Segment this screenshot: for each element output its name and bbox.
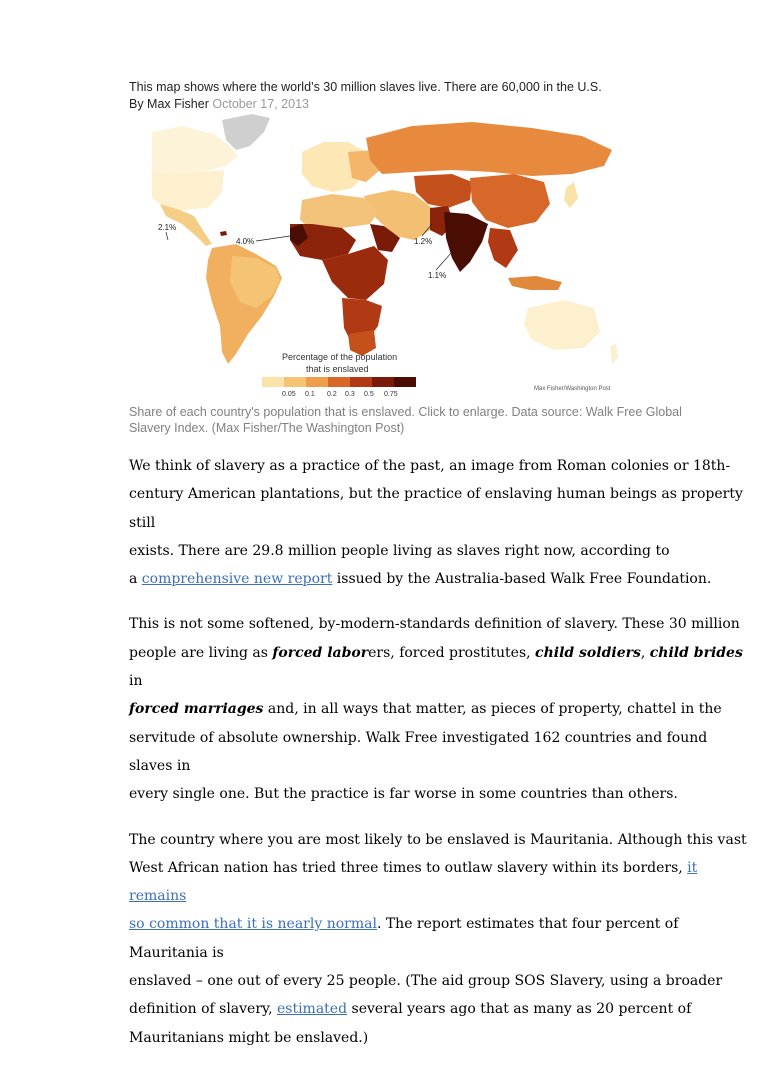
- callout-haiti-value: 2.1%: [158, 223, 177, 232]
- p1-text-b: century American plantations, but the practice of enslaving human beings as property still: [129, 486, 743, 531]
- p3-text-c: . The report estimates that four percent of Mauritania is: [129, 916, 679, 961]
- haiti-shape: [220, 231, 227, 236]
- p3-text-a: The country where you are most likely to be enslaved is Mauritania. Although this vast: [129, 831, 747, 848]
- callout-india-value: 1.1%: [428, 271, 447, 280]
- paragraph-3: [129, 826, 749, 1052]
- child-soldiers-emphasis: child soldiers: [535, 644, 641, 661]
- map-caption: [129, 404, 739, 436]
- p1-text-c: exists. There are 29.8 million people living as slaves right now, according to: [129, 542, 670, 559]
- legend-tick-1: 0.1: [305, 391, 315, 398]
- legend-tick-2: 0.2: [327, 391, 337, 398]
- byline[interactable]: By Max Fisher: [129, 97, 209, 111]
- p2-text-b3: ,: [640, 644, 650, 661]
- caption-line-1: Share of each country's population that is enslaved. Click to enlarge. Data source: Walk Free Global: [129, 405, 682, 419]
- article-header: [129, 79, 729, 113]
- legend-title-line1: Percentage of the population: [282, 352, 398, 362]
- publish-date: October 17, 2013: [212, 97, 309, 111]
- p1-text-d-pre: a: [129, 571, 142, 588]
- legend-tick-4: 0.5: [364, 391, 374, 398]
- russia-shape: [366, 122, 612, 176]
- callout-pakistan-value: 1.2%: [414, 237, 433, 246]
- legend-tick-3: 0.3: [345, 391, 355, 398]
- map-svg: [152, 112, 630, 400]
- article-body: [129, 452, 749, 1069]
- p2-text-a: This is not some softened, by-modern-standards definition of slavery. These 30 million: [129, 616, 740, 633]
- p3-text-f: Mauritanians might be enslaved.): [129, 1029, 369, 1046]
- p2-text-c: and, in all ways that matter, as pieces of property, chattel in the: [263, 701, 722, 718]
- legend-swatch: [306, 377, 328, 387]
- headline: This map shows where the world’s 30 million slaves live. There are 60,000 in the U.S.: [129, 80, 602, 94]
- callout-mauritania-line: [256, 236, 290, 241]
- legend-swatches: [262, 377, 416, 387]
- callout-india-line: [436, 252, 452, 270]
- p1-text-a: We think of slavery as a practice of the past, an image from Roman colonies or 18th-: [129, 458, 731, 474]
- legend-swatch: [284, 377, 306, 387]
- legend-swatch: [350, 377, 372, 387]
- legend-title-line2: that is enslaved: [306, 364, 369, 374]
- callout-mauritania-value: 4.0%: [236, 237, 255, 246]
- forced-marriages-emphasis: forced marriages: [129, 701, 264, 718]
- p3-text-e1: definition of slavery,: [129, 1001, 277, 1018]
- p2-text-b2: ers, forced prostitutes,: [368, 644, 536, 661]
- china-shape: [470, 174, 550, 228]
- legend-swatch: [394, 377, 416, 387]
- child-brides-emphasis: child brides: [649, 644, 743, 661]
- byline-row: [129, 96, 729, 113]
- india-shape: [444, 212, 488, 272]
- usa-shape: [152, 170, 224, 210]
- southeast-asia-shape: [488, 228, 518, 268]
- estimated-link[interactable]: estimated: [276, 1001, 348, 1018]
- p1-text-d-post: issued by the Australia-based Walk Free Foundation.: [332, 571, 712, 588]
- greenland-shape: [222, 114, 270, 150]
- p2-text-e: every single one. But the practice is far worse in some countries than others.: [129, 786, 678, 803]
- p2-text-b4: in: [129, 673, 143, 690]
- remains-common-link-part2[interactable]: so common that it is nearly normal: [129, 916, 377, 933]
- forced-labor-emphasis: forced labor: [272, 644, 369, 661]
- paragraph-2: [129, 610, 749, 808]
- callout-haiti-line: [166, 232, 168, 240]
- australia-shape: [524, 300, 600, 350]
- p3-text-e2: several years ago that as many as 20 percent of: [347, 1001, 692, 1018]
- paragraph-1: [129, 452, 749, 593]
- p2-text-d: servitude of absolute ownership. Walk Free investigated 162 countries and found slaves in: [129, 729, 708, 774]
- legend-tick-0: 0.05: [282, 391, 296, 398]
- remains-common-link-part1[interactable]: it remains: [129, 859, 698, 905]
- p2-text-b1: people are living as: [129, 644, 273, 661]
- p3-text-b: West African nation has tried three times to outlaw slavery within its borders,: [129, 859, 688, 876]
- caption-line-2: Slavery Index. (Max Fisher/The Washington Post): [129, 421, 405, 435]
- indonesia-shape: [508, 276, 562, 290]
- new-zealand-shape: [610, 344, 618, 364]
- slavery-world-map[interactable]: [152, 112, 630, 400]
- map-credit: Max Fisher/Washington Post: [534, 386, 611, 392]
- comprehensive-report-link[interactable]: comprehensive new report: [141, 571, 333, 588]
- legend-swatch: [372, 377, 394, 387]
- legend-swatch: [262, 377, 284, 387]
- japan-shape: [564, 182, 578, 208]
- legend-tick-5: 0.75: [384, 391, 398, 398]
- legend-swatch: [328, 377, 350, 387]
- p3-text-d: enslaved – one out of every 25 people. (The aid group SOS Slavery, using a broader: [129, 973, 723, 990]
